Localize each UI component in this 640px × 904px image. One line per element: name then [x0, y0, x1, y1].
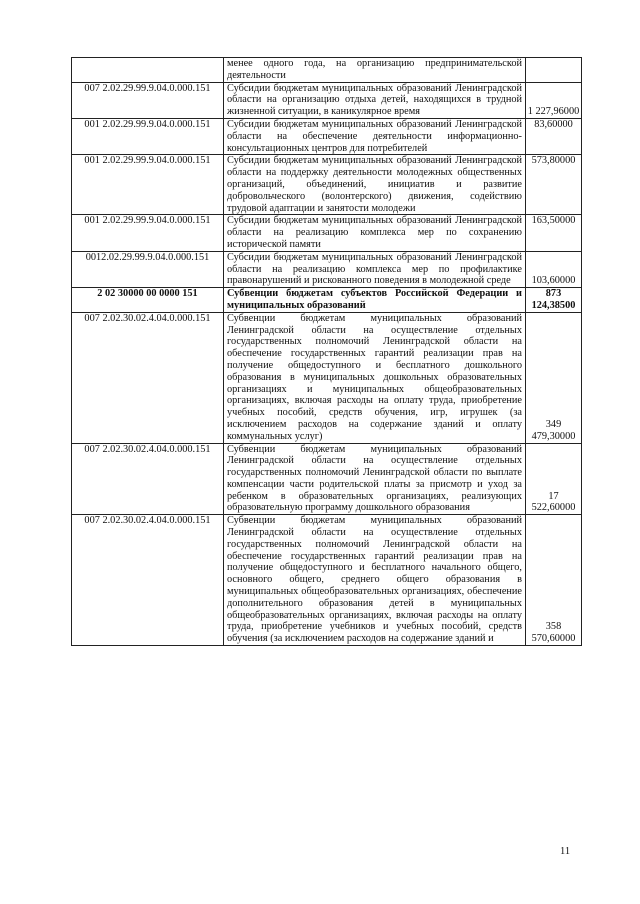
amount-cell: 1 227,96000: [526, 82, 582, 118]
amount-cell: 349 479,30000: [526, 312, 582, 443]
table-row: [72, 251, 582, 287]
amount-cell: 358 570,60000: [526, 515, 582, 646]
budget-code-cell: 001 2.02.29.99.9.04.0.000.151: [72, 118, 224, 154]
table-row: [72, 58, 582, 83]
description-cell: Субсидии бюджетам муниципальных образований Ленинградской области на реализацию комплекса мер по профилактике правонарушений и рискованного поведения в молодежной среде: [224, 251, 526, 287]
budget-code-cell: 007 2.02.29.99.9.04.0.000.151: [72, 82, 224, 118]
budget-code-cell: 0012.02.29.99.9.04.0.000.151: [72, 251, 224, 287]
page-number: 11: [560, 846, 571, 857]
budget-code-cell: 2 02 30000 00 0000 151: [72, 288, 224, 313]
budget-code-cell: 001 2.02.29.99.9.04.0.000.151: [72, 155, 224, 215]
amount-cell: 83,60000: [526, 118, 582, 154]
budget-code-cell: [72, 58, 224, 83]
description-cell: Субсидии бюджетам муниципальных образований Ленинградской области на поддержку деятельности молодежных общественных организаций, объединений, инициатив и развитие добровольческого (волонтерского) движения, содействию трудовой адаптации и занятости молодежи: [224, 155, 526, 215]
amount-cell: [526, 58, 582, 83]
table-row: [72, 288, 582, 313]
budget-code-cell: 007 2.02.30.02.4.04.0.000.151: [72, 312, 224, 443]
table-row: [72, 118, 582, 154]
budget-code-cell: 001 2.02.29.99.9.04.0.000.151: [72, 215, 224, 251]
description-cell: Субсидии бюджетам муниципальных образований Ленинградской области на обеспечение деятельности информационно-консультационных центров для потребителей: [224, 118, 526, 154]
table-row: [72, 312, 582, 443]
description-cell: Субвенции бюджетам муниципальных образований Ленинградской области на осуществление отдельных государственных полномочий Ленинградской области на обеспечение государственных гарантий реализации прав на получение общедоступного и бесплатного дошкольного образования в муниципальных дошкольных образовательных организациях и муниципальных общеобразовательных организациях, включая расходы на оплату труда, приобретение учебных пособий, средств обучения, игр, игрушек (за исключением расходов на содержание зданий и оплату коммунальных услуг): [224, 312, 526, 443]
table-row: [72, 443, 582, 515]
description-cell: Субсидии бюджетам муниципальных образований Ленинградской области на реализацию комплекса мер по сохранению исторической памяти: [224, 215, 526, 251]
description-cell: Субвенции бюджетам муниципальных образований Ленинградской области на осуществление отдельных государственных полномочий Ленинградской области по выплате компенсации части родительской платы за присмотр и уход за ребенком в образовательных организациях, реализующих образовательную программу дошкольного образования: [224, 443, 526, 515]
budget-code-cell: 007 2.02.30.02.4.04.0.000.151: [72, 515, 224, 646]
amount-cell: 873 124,38500: [526, 288, 582, 313]
amount-cell: 163,50000: [526, 215, 582, 251]
table-row: [72, 215, 582, 251]
table-body: [72, 58, 582, 646]
table-row: [72, 515, 582, 646]
table-row: [72, 82, 582, 118]
document-page: [71, 57, 581, 646]
description-cell: менее одного года, на организацию предпринимательской деятельности: [224, 58, 526, 83]
table-row: [72, 155, 582, 215]
amount-cell: 573,80000: [526, 155, 582, 215]
amount-cell: 17 522,60000: [526, 443, 582, 515]
description-cell: Субвенции бюджетам субъектов Российской Федерации и муниципальных образований: [224, 288, 526, 313]
description-cell: Субвенции бюджетам муниципальных образований Ленинградской области на осуществление отдельных государственных полномочий Ленинградской области на обеспечение государственных гарантий реализации прав на получение общедоступного и бесплатного начального общего, основного общего, среднего общего образования в муниципальных общеобразовательных организациях, обеспечение дополнительного образования детей в муниципальных общеобразовательных организациях, включая расходы на оплату труда, приобретение учебников и учебных пособий, средств обучения (за исключением расходов на содержание зданий и: [224, 515, 526, 646]
description-cell: Субсидии бюджетам муниципальных образований Ленинградской области на организацию отдыха детей, находящихся в трудной жизненной ситуации, в каникулярное время: [224, 82, 526, 118]
budget-table: [71, 57, 582, 646]
amount-cell: 103,60000: [526, 251, 582, 287]
budget-code-cell: 007 2.02.30.02.4.04.0.000.151: [72, 443, 224, 515]
